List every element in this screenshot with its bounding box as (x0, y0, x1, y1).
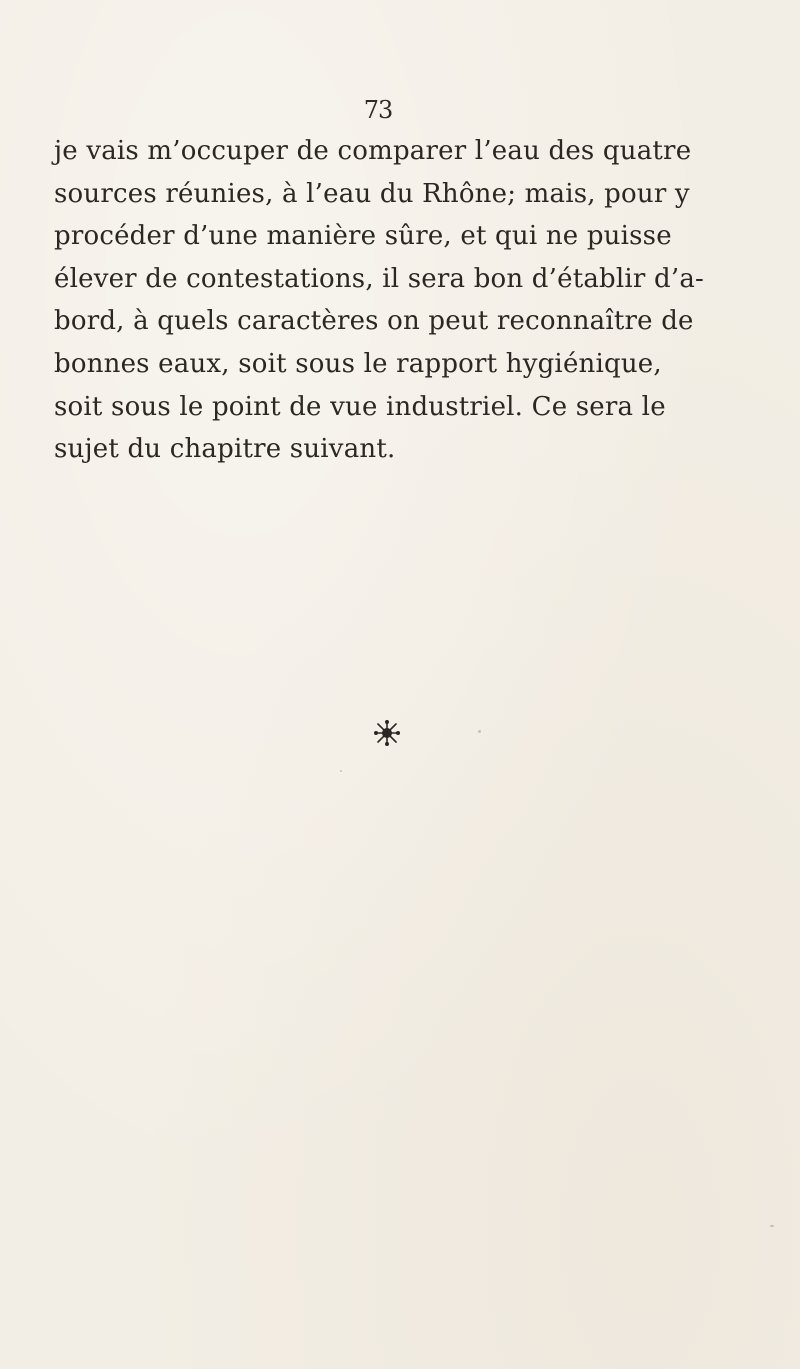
text-line-1: je vais m’occuper de comparer l’eau des quatre (54, 136, 692, 166)
fleuron-ornament-icon (372, 718, 402, 748)
text-line-7: soit sous le point de vue industriel. Ce sera le (54, 391, 666, 422)
text-line-2: sources réunies, à l’eau du Rhône; mais, pour y (54, 178, 690, 209)
text-line-5: bord, à quels caractères on peut reconnaître de (54, 306, 694, 337)
paper-speck (478, 730, 481, 733)
text-line-8: sujet du chapitre suivant. (54, 434, 396, 465)
body-paragraph (54, 130, 754, 471)
text-line-4: élever de contestations, il sera bon d’établir d’a- (54, 263, 705, 294)
text-line-6: bonnes eaux, soit sous le rapport hygiénique, (54, 348, 662, 379)
paper-speck (340, 770, 342, 772)
text-line-3: procéder d’une manière sûre, et qui ne puisse (54, 221, 672, 252)
page-number: 73 (363, 96, 393, 124)
paper-speck (770, 1225, 774, 1227)
